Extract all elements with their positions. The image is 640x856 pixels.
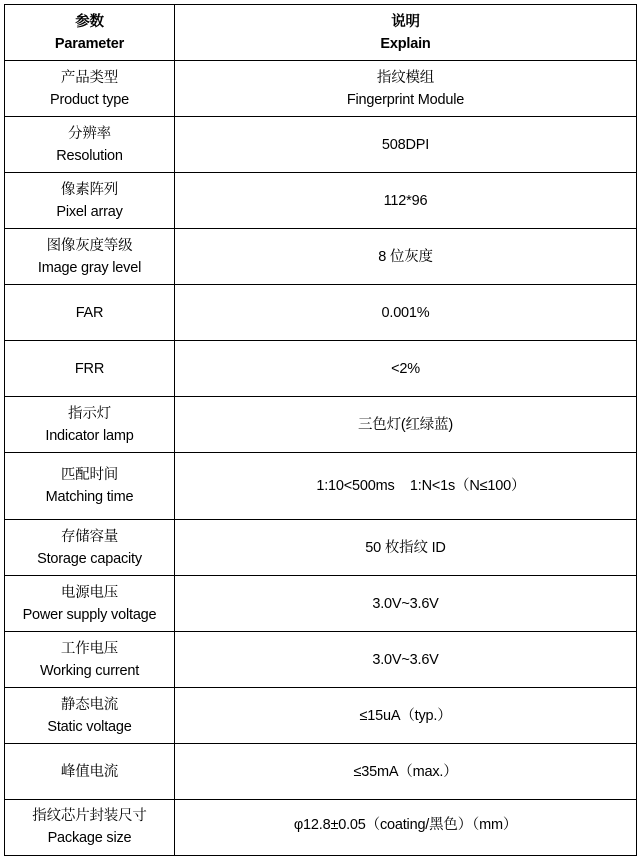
value-cell xyxy=(175,744,637,800)
param-en: Pixel array xyxy=(56,203,123,220)
param-en: Static voltage xyxy=(47,718,132,735)
value-cell xyxy=(175,688,637,744)
param-en: Power supply voltage xyxy=(22,606,157,623)
value-text: 508DPI xyxy=(381,136,430,153)
value-cell xyxy=(175,117,637,173)
param-zh: 产品类型 xyxy=(60,69,119,86)
row-storage-capacity xyxy=(5,520,637,576)
value-cell xyxy=(175,61,637,117)
param-cell xyxy=(5,632,175,688)
spec-table xyxy=(4,4,637,856)
param-cell xyxy=(5,453,175,520)
row-frr xyxy=(5,341,637,397)
row-package-size xyxy=(5,800,637,856)
param-en: Package size xyxy=(47,830,132,846)
header-param-en: Parameter xyxy=(54,35,125,52)
param-en: Indicator lamp xyxy=(45,427,134,444)
value-text: ≤15uA（typ.） xyxy=(359,707,452,724)
param-cell xyxy=(5,520,175,576)
value-text: <2% xyxy=(391,360,420,377)
value-text: 3.0V~3.6V xyxy=(372,595,439,612)
param-en: Product type xyxy=(49,91,129,108)
value-cell xyxy=(175,285,637,341)
param-zh: 匹配时间 xyxy=(60,467,119,483)
param-zh: 指纹芯片封装尺寸 xyxy=(32,808,147,824)
header-param-zh: 参数 xyxy=(75,13,104,30)
value-cell xyxy=(175,173,637,229)
param-cell xyxy=(5,800,175,856)
param-cell xyxy=(5,229,175,285)
param-cell xyxy=(5,285,175,341)
row-product-type xyxy=(5,61,637,117)
row-indicator-lamp xyxy=(5,397,637,453)
value-text: ≤35mA（max.） xyxy=(353,763,458,780)
value-cell xyxy=(175,576,637,632)
param-cell xyxy=(5,397,175,453)
param-en: Working current xyxy=(39,662,140,679)
value-text: 50 枚指纹 ID xyxy=(365,539,446,556)
value-cell xyxy=(175,341,637,397)
param-cell xyxy=(5,744,175,800)
value-cell xyxy=(175,397,637,453)
value-text: 3.0V~3.6V xyxy=(372,651,439,668)
param-cell xyxy=(5,688,175,744)
param-cell xyxy=(5,341,175,397)
row-pixel-array xyxy=(5,173,637,229)
value-cell xyxy=(175,800,637,856)
param-en: Resolution xyxy=(56,147,123,164)
value-cell xyxy=(175,229,637,285)
value-cell xyxy=(175,453,637,520)
value-text: 三色灯(红绿蓝) xyxy=(357,416,454,433)
param-zh: 像素阵列 xyxy=(60,181,119,198)
param-zh: 图像灰度等级 xyxy=(46,237,133,254)
param-zh: 指示灯 xyxy=(68,405,111,422)
param-zh: 工作电压 xyxy=(60,640,119,657)
param-cell xyxy=(5,173,175,229)
row-static-voltage xyxy=(5,688,637,744)
param-zh: 峰值电流 xyxy=(60,763,119,780)
row-working-current xyxy=(5,632,637,688)
value-text: Fingerprint Module xyxy=(346,91,465,108)
param-en: Image gray level xyxy=(37,259,142,276)
param-cell xyxy=(5,576,175,632)
value-text: φ12.8±0.05（coating/黑色）（mm） xyxy=(293,817,518,833)
header-param-cell xyxy=(5,5,175,61)
param-cell xyxy=(5,117,175,173)
param-en: Matching time xyxy=(45,489,134,505)
header-explain-zh: 说明 xyxy=(391,13,420,30)
param-cell xyxy=(5,61,175,117)
row-matching-time xyxy=(5,453,637,520)
header-row xyxy=(5,5,637,61)
param-zh: 静态电流 xyxy=(60,696,119,713)
header-explain-en: Explain xyxy=(380,35,431,52)
row-far xyxy=(5,285,637,341)
row-image-gray-level xyxy=(5,229,637,285)
row-peak-current xyxy=(5,744,637,800)
value-text: 1:10<500ms 1:N<1s（N≤100） xyxy=(316,478,526,494)
row-power-supply-voltage xyxy=(5,576,637,632)
param-en: FAR xyxy=(75,304,104,321)
row-resolution xyxy=(5,117,637,173)
param-zh: 分辨率 xyxy=(68,125,111,142)
value-text: 8 位灰度 xyxy=(378,248,433,265)
param-en: Storage capacity xyxy=(37,550,142,567)
value-text: 112*96 xyxy=(383,192,428,209)
value-text: 0.001% xyxy=(381,304,430,321)
value-zh: 指纹模组 xyxy=(376,69,435,86)
header-explain-cell xyxy=(175,5,637,61)
param-en: FRR xyxy=(74,360,105,377)
value-cell xyxy=(175,632,637,688)
value-cell xyxy=(175,520,637,576)
param-zh: 存储容量 xyxy=(60,528,119,545)
param-zh: 电源电压 xyxy=(60,584,119,601)
